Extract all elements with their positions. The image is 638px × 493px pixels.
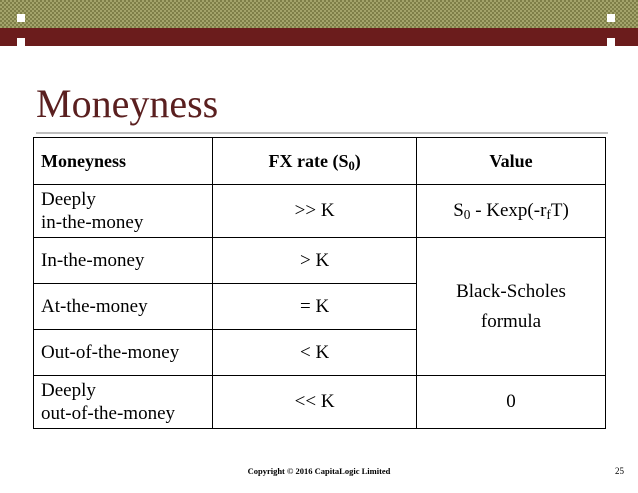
moneyness-cell: Out-of-the-money	[34, 330, 213, 376]
moneyness-line: Deeply	[41, 380, 96, 401]
value-cell	[416, 185, 605, 238]
header-moneyness: Moneyness	[34, 138, 213, 185]
page-number: 25	[615, 466, 624, 476]
table-row	[34, 238, 606, 284]
moneyness-line: out-of-the-money	[41, 403, 176, 424]
moneyness-table	[33, 137, 606, 429]
top-decorative-bar	[0, 0, 638, 46]
value-end: T)	[550, 200, 569, 221]
table-row	[34, 376, 606, 429]
merged-value-cell	[416, 238, 605, 376]
footer-copyright: Copyright © 2016 CapitaLogic Limited	[247, 466, 391, 476]
header-fx-rate-suffix: )	[354, 150, 361, 171]
header-fx-rate-prefix: FX rate (S	[268, 150, 349, 171]
value-s: S	[453, 200, 464, 221]
value-cell: 0	[416, 376, 605, 429]
header-fx-rate-sub: 0	[348, 158, 355, 173]
moneyness-line: in-the-money	[41, 212, 144, 233]
fx-rate-cell: < K	[213, 330, 417, 376]
decorative-bar-graphic	[0, 0, 638, 46]
fx-rate-cell: = K	[213, 284, 417, 330]
value-s-sub: 0	[463, 207, 471, 222]
moneyness-cell: At-the-money	[34, 284, 213, 330]
moneyness-cell	[34, 185, 213, 238]
moneyness-cell	[34, 376, 213, 429]
moneyness-line: Deeply	[41, 189, 96, 210]
moneyness-cell: In-the-money	[34, 238, 213, 284]
merged-value-line: Black-Scholes	[456, 280, 566, 302]
slide-title: Moneyness	[36, 81, 219, 126]
header-value: Value	[416, 138, 605, 185]
fx-rate-cell: >> K	[213, 185, 417, 238]
value-mid: - Kexp(-r	[470, 200, 547, 221]
title-divider	[36, 132, 608, 134]
fx-rate-cell: > K	[213, 238, 417, 284]
value-r-sub: f	[546, 207, 551, 222]
table-row	[34, 185, 606, 238]
table-header-row	[34, 138, 606, 185]
fx-rate-cell: << K	[213, 376, 417, 429]
header-fx-rate	[213, 138, 417, 185]
merged-value-line: formula	[480, 310, 542, 332]
